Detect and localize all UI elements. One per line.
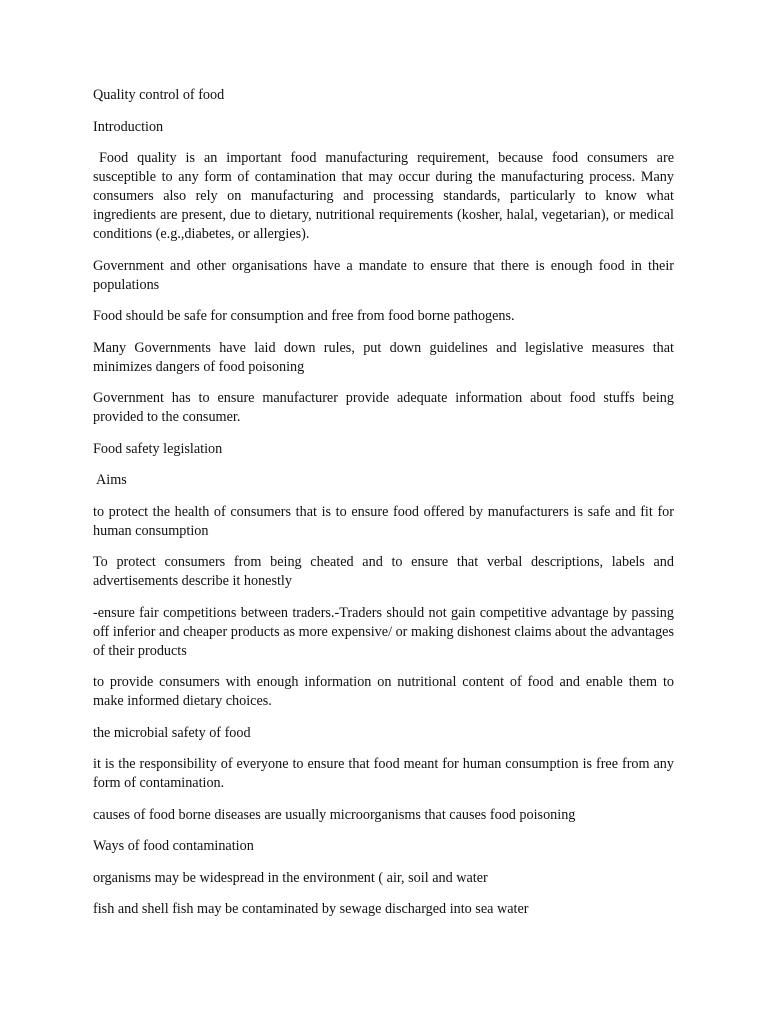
causes-paragraph: causes of food borne diseases are usually microorganisms that causes food poisoning [93,806,576,823]
aim-information: to provide consumers with enough information on nutritional content of food and enable them to make informed dietary choices. [93,674,674,709]
introduction-heading: Introduction [93,118,164,135]
fish-paragraph: fish and shell fish may be contaminated by sewage discharged into sea water [93,901,529,917]
organisms-paragraph: organisms may be widespread in the environment ( air, soil and water [93,869,488,886]
legislation-heading: Food safety legislation [93,440,223,457]
introduction-paragraph: Food quality is an important food manufacturing requirement, because food consumers are susceptible to any form of contamination that may occur during the manufacturing process. Many consumers also rely on manufacturing and processing standards, particularly to know what ingredients are present, due to dietary, nutritional requirements (kosher, halal, vegetarian), or medical conditions (e.g.,diabetes, or allergies). [93,150,674,242]
aim-protect-cheating: To protect consumers from being cheated and to ensure that verbal descriptions, labels and advertisements describe it honestly [93,554,674,589]
government-mandate-paragraph: Government and other organisations have a mandate to ensure that there is enough food in their populations [93,257,674,293]
microbial-safety-heading: the microbial safety of food [93,724,251,741]
contamination-heading: Ways of food contamination [93,838,254,854]
governments-rules-paragraph: Many Governments have laid down rules, put down guidelines and legislative measures that minimizes dangers of food poisoning [93,339,674,375]
aim-fair-competition: -ensure fair competitions between traders.-Traders should not gain competitive advantage by passing off inferior and cheaper products as more expensive/ or making dishonest claims about the advantages of their products [93,604,674,659]
aim-protect-health: to protect the health of consumers that is to ensure food offered by manufacturers is safe and fit for human consumption [93,503,674,539]
document-page [93,86,674,932]
aims-heading: Aims [96,472,127,488]
manufacturer-info-paragraph: Government has to ensure manufacturer provide adequate information about food stuffs being provided to the consumer. [93,390,674,425]
food-safe-paragraph: Food should be safe for consumption and free from food borne pathogens. [93,308,515,324]
document-title: Quality control of food [93,87,225,103]
responsibility-paragraph: it is the responsibility of everyone to ensure that food meant for human consumption is free from any form of contamination. [93,756,674,791]
